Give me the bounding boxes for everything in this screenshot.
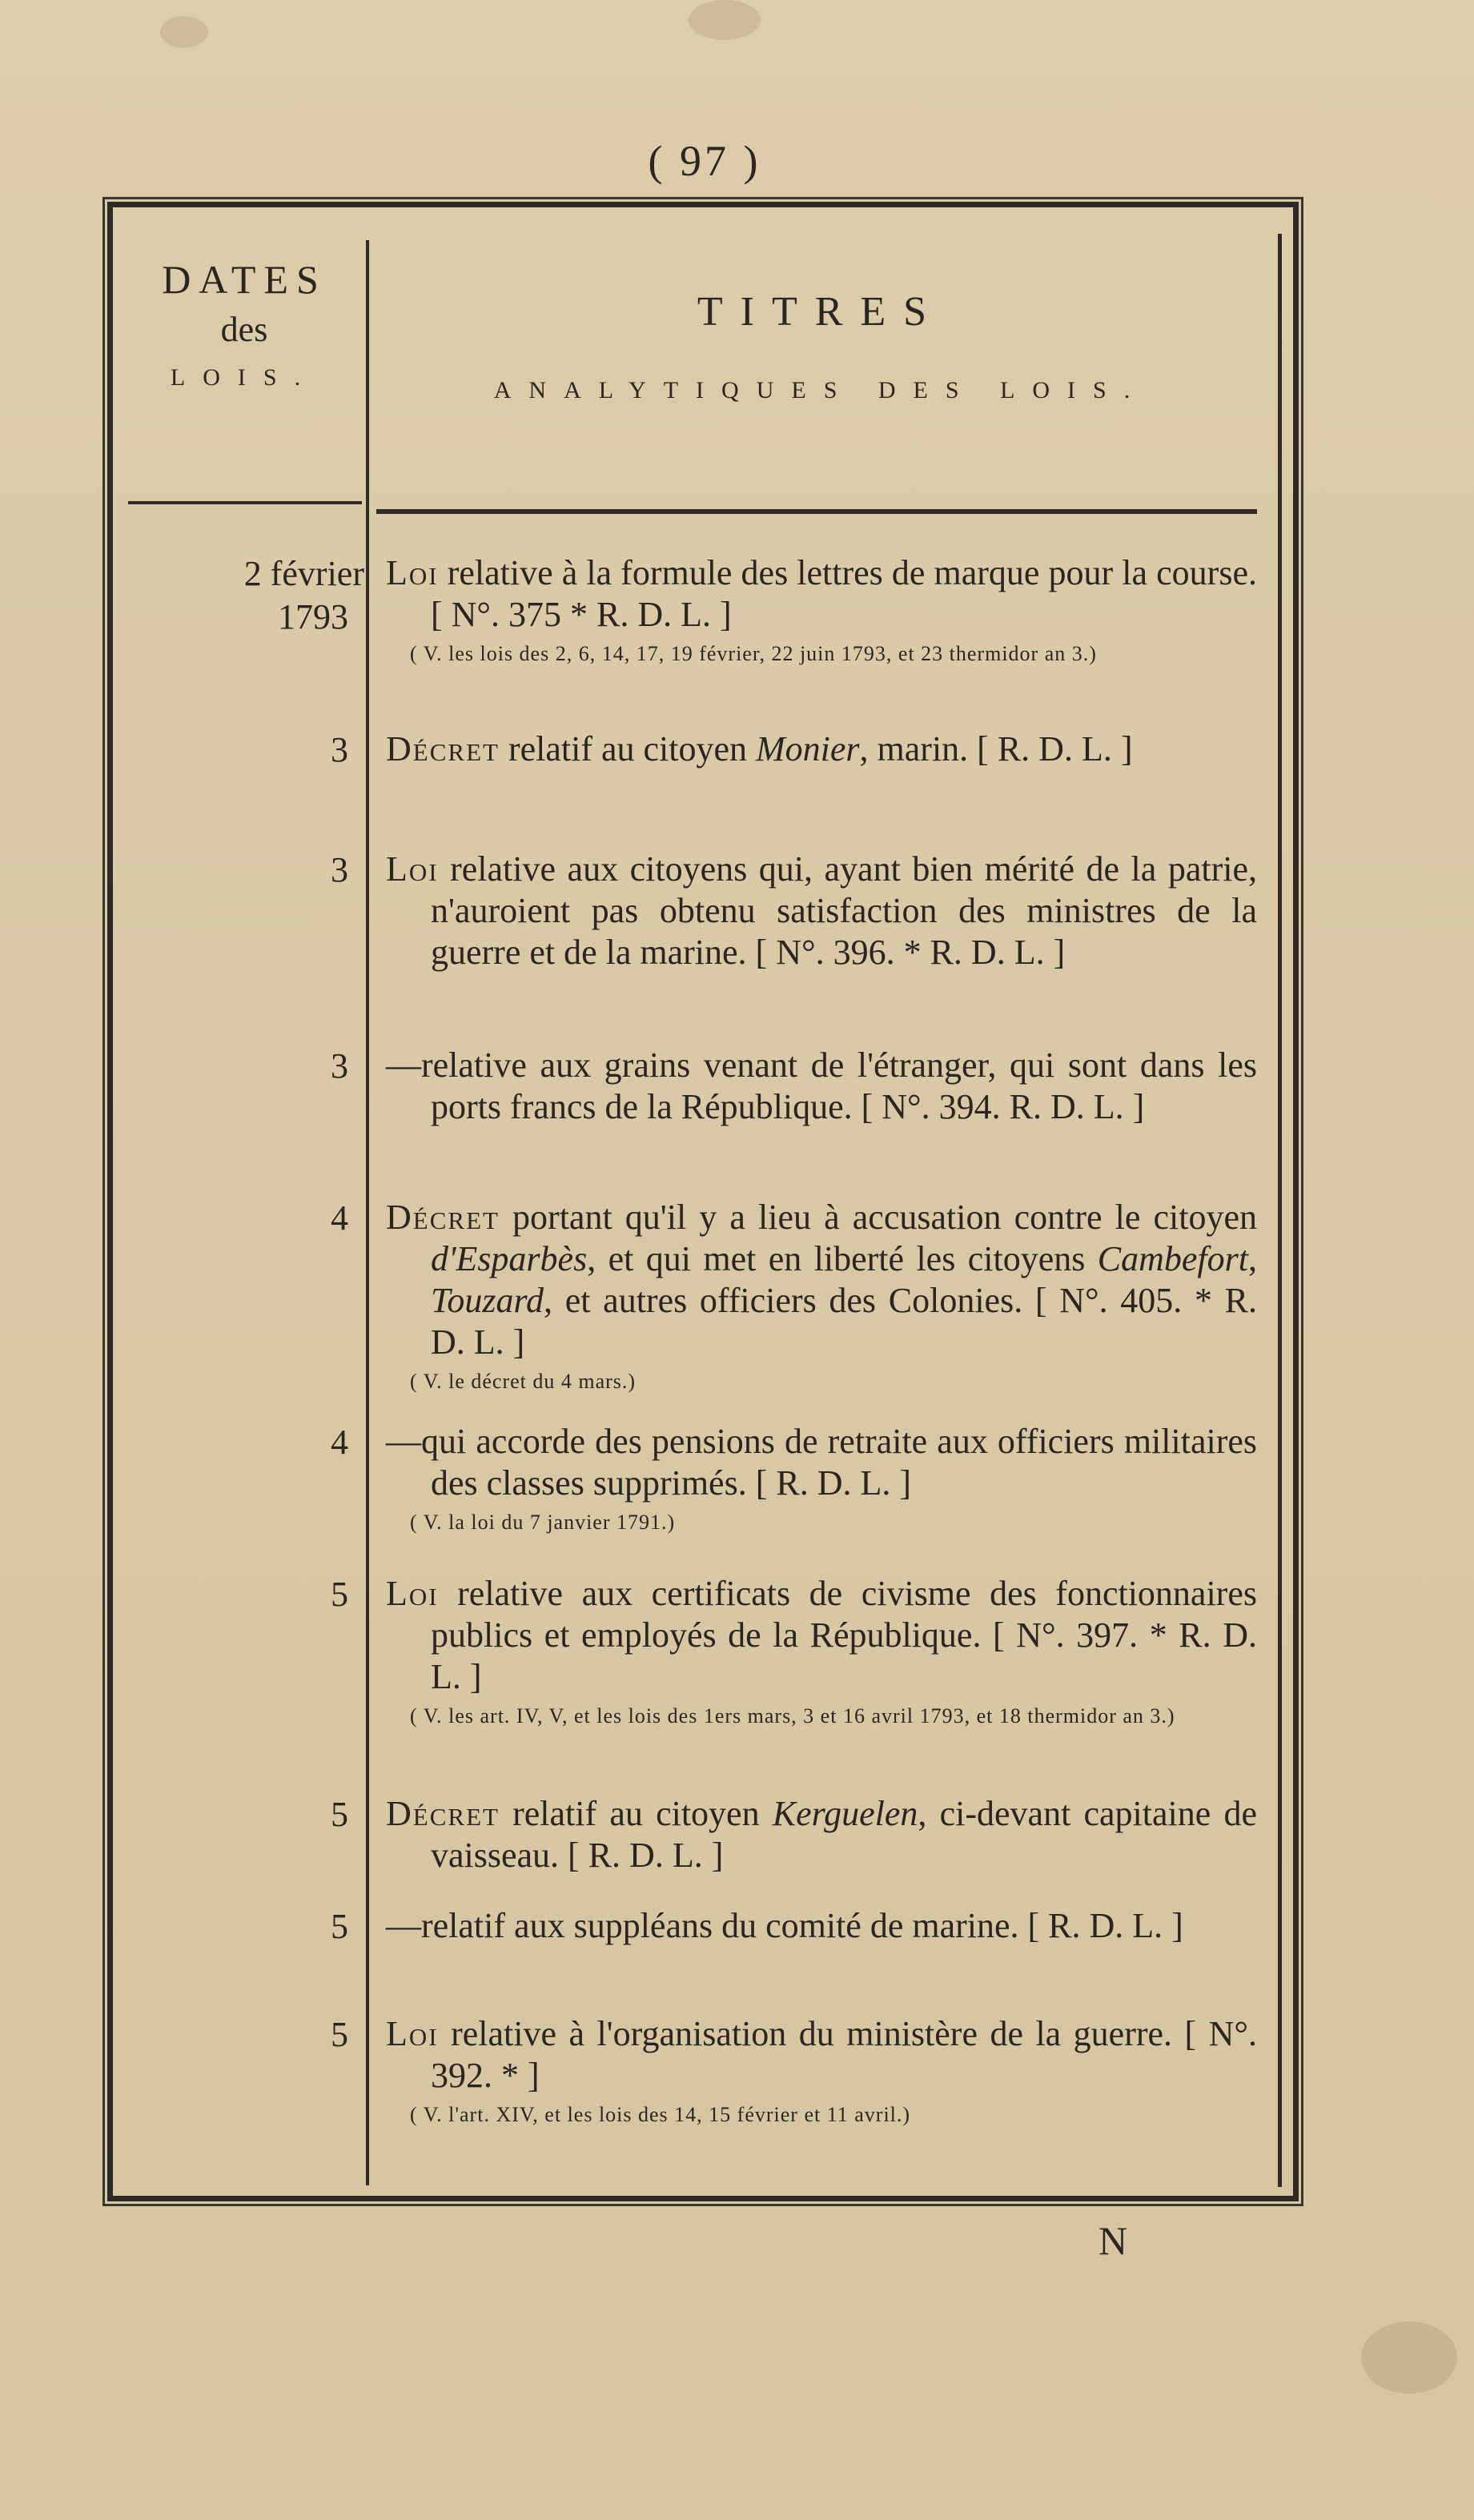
entry-title [386, 1197, 1257, 1394]
entry-day: 4 [331, 1198, 348, 1238]
entry-person-name: Touzard [431, 1281, 544, 1320]
entry-person-name: Cambefort [1097, 1239, 1248, 1278]
entry-title [386, 1793, 1257, 1876]
signature-mark: N [1098, 2218, 1128, 2263]
entry-day: 5 [331, 2015, 348, 2054]
entry-kind: Décret [386, 729, 500, 768]
entry-text: relative aux certificats de civisme des fonctionnaires publics et employés de la République. [ N°. 397. * R. D. L. ] [431, 1574, 1257, 1696]
entry-text-after: , et autres officiers des Colonies. [ N°. 405. * R. D. L. ] [431, 1281, 1257, 1362]
entry-title [386, 1573, 1257, 1728]
entry-person-name: Kerguelen [772, 1794, 918, 1833]
entry-text-mid: , [1248, 1239, 1257, 1278]
entry-text: relative à l'organisation du ministère de la guerre. [ N°. 392. * ] [431, 2014, 1257, 2095]
entry-text: —relative aux grains venant de l'étranger, qui sont dans les ports francs de la République. [ N°. 394. R. D. L. ] [386, 1045, 1257, 1126]
entry-day: 3 [331, 850, 348, 889]
entry-date [128, 552, 364, 639]
column-header-titres [376, 288, 1265, 404]
entry-kind: Loi [386, 553, 439, 592]
entry-note: ( V. les lois des 2, 6, 14, 17, 19 février, 22 juin 1793, et 23 thermidor an 3.) [410, 642, 1097, 665]
header-titres-word: TITRES [697, 289, 945, 335]
entry-day: 4 [331, 1423, 348, 1462]
entry-date [128, 728, 364, 772]
entry-person-name: Monier [756, 729, 860, 768]
entry-date [128, 849, 364, 892]
column-divider [366, 240, 369, 2185]
entry-day: 5 [331, 1907, 348, 1946]
entry-person-name: d'Esparbès [431, 1239, 588, 1278]
entry-title [386, 849, 1257, 973]
entry-note: ( V. l'art. XIV, et les lois des 14, 15 février et 11 avril.) [410, 2103, 911, 2126]
entry-kind: Loi [386, 849, 439, 889]
entry-date [128, 1197, 364, 1240]
page-number: ( 97 ) [648, 137, 761, 185]
entry-title [386, 728, 1257, 770]
entry-kind: Loi [386, 1574, 439, 1613]
entry-note: ( V. le décret du 4 mars.) [410, 1370, 637, 1393]
entry-title [386, 2013, 1257, 2127]
entry-text-before: relatif au citoyen [499, 1794, 773, 1833]
entry-title [386, 1421, 1257, 1535]
entry-title [386, 552, 1257, 666]
entry-date [128, 1573, 364, 1616]
entry-kind: Décret [386, 1794, 500, 1833]
header-rule-dates [128, 501, 362, 504]
entry-day: 3 [331, 1046, 348, 1085]
header-dates-word: DATES [162, 257, 327, 302]
entry-text-before: portant qu'il y a lieu à accusation contre le citoyen [499, 1198, 1257, 1237]
entry-kind: Décret [386, 1198, 500, 1237]
entry-note: ( V. les art. IV, V, et les lois des 1ers mars, 3 et 16 avril 1793, et 18 thermidor an 3.) [410, 1704, 1175, 1727]
entry-date [128, 1905, 364, 1948]
entry-day: 5 [331, 1795, 348, 1834]
entry-text-before: relatif au citoyen [499, 729, 757, 768]
right-border-rule [1278, 234, 1282, 2187]
header-lois-word: LOIS. [170, 364, 319, 391]
entry-year: 1793 [278, 597, 348, 636]
header-rule-titres [376, 509, 1257, 514]
entry-day: 5 [331, 1575, 348, 1614]
entry-date [128, 1793, 364, 1836]
column-header-dates [128, 256, 360, 391]
entry-day: 2 février [243, 554, 364, 593]
entry-date [128, 1421, 364, 1464]
header-des-word: des [220, 310, 268, 349]
entry-date [128, 1045, 364, 1088]
entry-text-after: , ci-devant capitaine de vaisseau. [ R. D. L. ] [431, 1794, 1257, 1875]
entry-title [386, 1045, 1257, 1128]
entry-day: 3 [331, 730, 348, 769]
entry-kind: Loi [386, 2014, 439, 2053]
entry-text: relative aux citoyens qui, ayant bien mérité de la patrie, n'auroient pas obtenu satisfaction des ministres de la guerre et de la marine. [ N°. 396. * R. D. L. ] [431, 849, 1257, 972]
header-analytiques: ANALYTIQUES DES LOIS. [493, 377, 1148, 403]
paper-stain [160, 16, 208, 48]
entry-text: —relatif aux suppléans du comité de marine. [ R. D. L. ] [386, 1906, 1183, 1945]
entry-text-mid: , et qui met en liberté les citoyens [587, 1239, 1098, 1278]
entry-date [128, 2013, 364, 2057]
entry-text: relative à la formule des lettres de marque pour la course. [ N°. 375 * R. D. L. ] [431, 553, 1257, 634]
entry-text: —qui accorde des pensions de retraite aux officiers militaires des classes supprimés. [ R. D. L. ] [386, 1422, 1257, 1503]
paper-stain [1361, 2321, 1457, 2394]
entry-note: ( V. la loi du 7 janvier 1791.) [410, 1511, 676, 1534]
entry-text-after: , marin. [ R. D. L. ] [859, 729, 1133, 768]
entry-title [386, 1905, 1257, 1947]
paper-stain [689, 0, 761, 40]
